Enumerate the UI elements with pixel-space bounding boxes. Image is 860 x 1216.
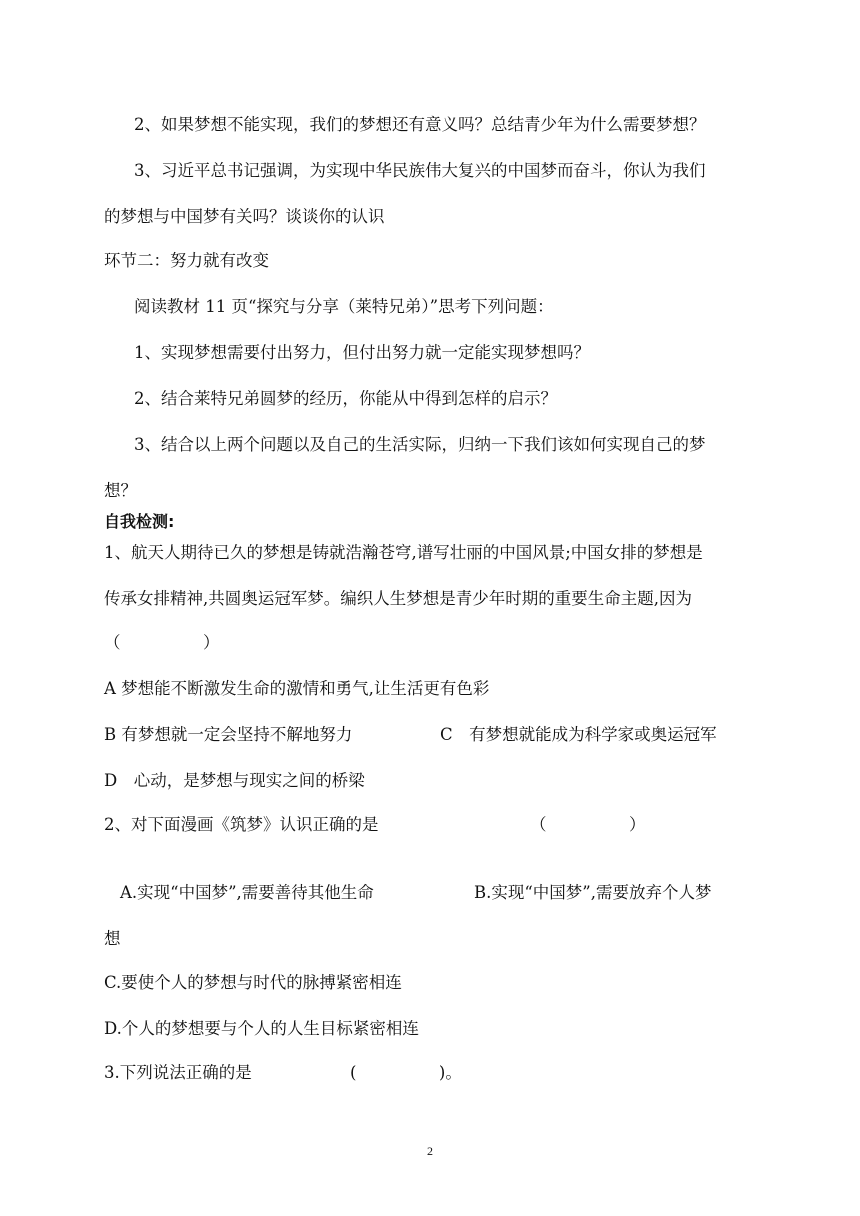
mcq1-stem-line2: 传承女排精神,共圆奥运冠军梦。编织人生梦想是青少年时期的重要生命主题,因为: [104, 589, 692, 608]
mcq2-option-d: D.个人的梦想要与个人的人生目标紧密相连: [104, 1019, 419, 1038]
mcq1-option-a: A 梦想能不断激发生命的激情和勇气,让生活更有色彩: [104, 679, 490, 698]
mcq2-option-a: A.实现“中国梦”,需要善待其他生命: [120, 883, 374, 902]
mcq1-option-d: D 心动，是梦想与现实之间的桥梁: [104, 771, 365, 790]
mcq3-stem: 3.下列说法正确的是: [104, 1063, 252, 1082]
section2-question-3-line1: 3、结合以上两个问题以及自己的生活实际，归纳一下我们该如何实现自己的梦: [134, 435, 706, 454]
mcq2-option-c: C.要使个人的梦想与时代的脉搏紧密相连: [104, 973, 402, 992]
question-3-text-line1: 3、习近平总书记强调，为实现中华民族伟大复兴的中国梦而奋斗，你认为我们: [134, 161, 706, 180]
reading-instruction: 阅读教材 11 页“探究与分享（莱特兄弟）”思考下列问题：: [134, 297, 554, 316]
section-heading: 环节二：努力就有改变: [104, 251, 269, 270]
mcq1-option-c: C 有梦想就能成为科学家或奥运冠军: [440, 725, 717, 744]
mcq2-option-b: B.实现“中国梦”,需要放弃个人梦: [474, 883, 712, 902]
mcq2-option-b-continued: 想: [104, 929, 121, 948]
mcq3-answer-blank: ( )。: [350, 1063, 462, 1082]
question-2-text: 2、如果梦想不能实现，我们的梦想还有意义吗？总结青少年为什么需要梦想？: [134, 115, 706, 134]
section2-question-3-line2: 想？: [104, 481, 137, 500]
section2-question-1: 1、实现梦想需要付出努力，但付出努力就一定能实现梦想吗？: [134, 343, 590, 362]
page-number: 2: [427, 1144, 433, 1158]
mcq1-stem-line1: 1、航天人期待已久的梦想是铸就浩瀚苍穹,谱写壮丽的中国风景;中国女排的梦想是: [104, 543, 703, 562]
section2-question-2: 2、结合莱特兄弟圆梦的经历，你能从中得到怎样的启示？: [134, 389, 557, 408]
self-test-heading: 自我检测:: [104, 512, 175, 531]
mcq2-answer-blank: （ ）: [530, 815, 646, 834]
mcq1-option-b: B 有梦想就一定会坚持不解地努力: [104, 725, 353, 744]
mcq1-answer-blank: （ ）: [104, 633, 220, 652]
mcq2-stem: 2、对下面漫画《筑梦》认识正确的是: [104, 815, 379, 834]
question-3-text-line2: 的梦想与中国梦有关吗？谈谈你的认识: [104, 207, 385, 226]
